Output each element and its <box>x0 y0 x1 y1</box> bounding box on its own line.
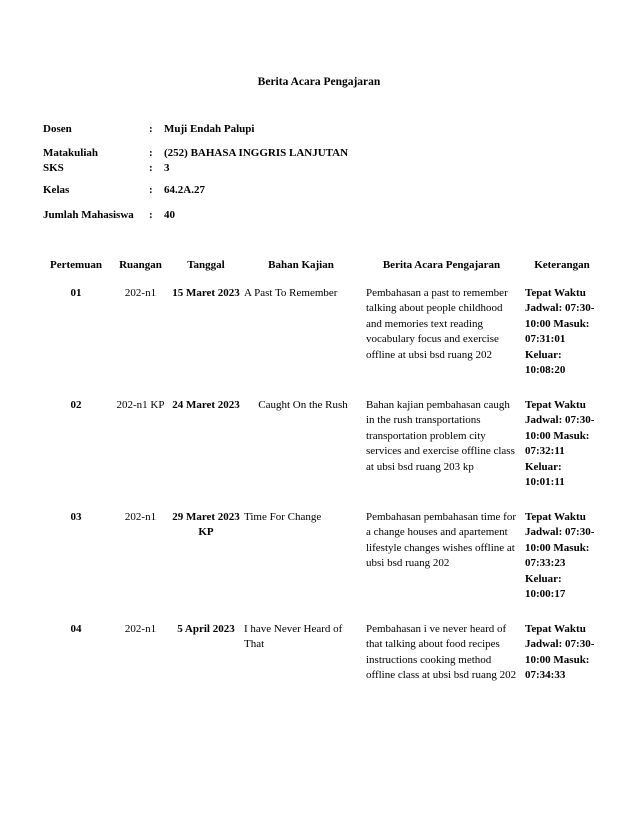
cell-berita-acara: Pembahasan a past to remember talking about people childhood and memories text reading vocabulary focus and exercise offline at ubsi bsd ruang 202 <box>366 286 508 361</box>
cell-tanggal: 29 Maret 2023 KP <box>172 510 240 538</box>
cell-bahan-kajian: A Past To Remember <box>244 286 338 299</box>
cell-pertemuan: 03 <box>70 510 82 523</box>
cell-keterangan: Tepat Waktu Jadwal: 07:30-10:00 Masuk: 07:34:33 <box>525 622 595 681</box>
kelas-colon: : <box>149 184 153 196</box>
cell-tanggal: 24 Maret 2023 <box>172 398 240 411</box>
matakuliah-colon: : <box>149 147 153 159</box>
table-row <box>43 286 603 398</box>
header-ruangan: Ruangan <box>119 259 162 271</box>
dosen-colon: : <box>149 123 153 135</box>
sks-value: 3 <box>164 162 170 174</box>
cell-ruangan: 202-n1 <box>124 510 157 523</box>
cell-bahan-kajian: I have Never Heard of That <box>244 622 343 650</box>
dosen-label: Dosen <box>43 123 72 135</box>
jumlah-label: Jumlah Mahasiswa <box>43 209 134 221</box>
header-tanggal: Tanggal <box>187 259 225 271</box>
cell-tanggal: 15 Maret 2023 <box>172 286 240 299</box>
cell-bahan-kajian: Caught On the Rush <box>258 398 348 411</box>
header-pertemuan: Pertemuan <box>50 259 102 271</box>
header-bahan-kajian: Bahan Kajian <box>268 259 334 271</box>
kelas-label: Kelas <box>43 184 70 196</box>
cell-ruangan: 202-n1 <box>124 286 157 299</box>
table-row <box>43 398 603 510</box>
cell-keterangan: Tepat Waktu Jadwal: 07:30-10:00 Masuk: 07:31:01 Keluar: 10:08:20 <box>525 286 595 376</box>
header-keterangan: Keterangan <box>534 259 590 271</box>
dosen-value: Muji Endah Palupi <box>164 123 255 135</box>
document-title: Berita Acara Pengajaran <box>257 76 381 88</box>
cell-tanggal: 5 April 2023 <box>177 622 235 635</box>
cell-berita-acara: Bahan kajian pembahasan caugh in the rush transportations transportation problem city services and exercise offline class at ubsi bsd ruang 203 kp <box>366 398 515 473</box>
teaching-log-table <box>43 258 603 703</box>
matakuliah-value: (252) BAHASA INGGRIS LANJUTAN <box>164 147 349 159</box>
cell-berita-acara: Pembahasan pembahasan time for a change houses and apartement lifestyle changes wishes offline at ubsi bsd ruang 202 <box>366 510 516 569</box>
sks-colon: : <box>149 162 153 174</box>
table-row <box>43 622 603 703</box>
cell-bahan-kajian: Time For Change <box>244 510 322 523</box>
cell-keterangan: Tepat Waktu Jadwal: 07:30-10:00 Masuk: 07:33:23 Keluar: 10:00:17 <box>525 510 595 600</box>
cell-pertemuan: 01 <box>70 286 82 299</box>
jumlah-colon: : <box>149 209 153 221</box>
matakuliah-label: Matakuliah <box>43 147 99 159</box>
kelas-value: 64.2A.27 <box>164 184 205 196</box>
cell-ruangan: 202-n1 KP <box>116 398 165 411</box>
cell-pertemuan: 04 <box>70 622 82 635</box>
jumlah-value: 40 <box>164 209 175 221</box>
cell-keterangan: Tepat Waktu Jadwal: 07:30-10:00 Masuk: 07:32:11 Keluar: 10:01:11 <box>525 398 595 488</box>
table-header-row <box>43 258 603 286</box>
cell-ruangan: 202-n1 <box>124 622 157 635</box>
cell-pertemuan: 02 <box>70 398 82 411</box>
header-berita-acara: Berita Acara Pengajaran <box>382 259 501 271</box>
table-row <box>43 510 603 622</box>
sks-label: SKS <box>43 162 64 174</box>
cell-berita-acara: Pembahasan i ve never heard of that talking about food recipes instructions cooking method offline class at ubsi bsd ruang 202 <box>366 622 517 681</box>
